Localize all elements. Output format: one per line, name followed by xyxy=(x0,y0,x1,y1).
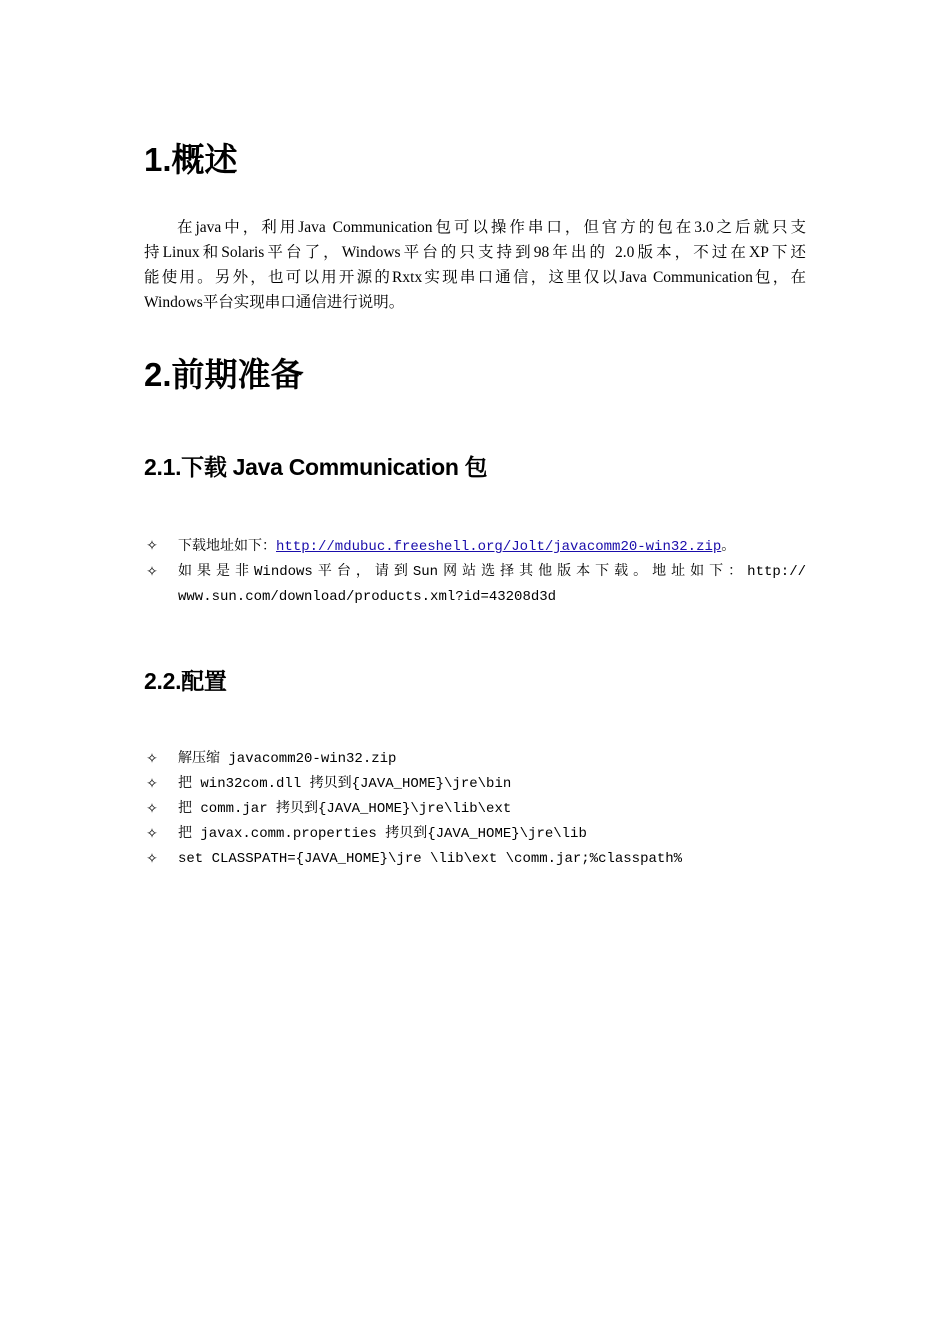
alt-download-line-1: 如果是非Windows平台，请到Sun网站选择其他版本下载。地址如下：http:// xyxy=(178,564,806,580)
bullet-star-icon: ✧ xyxy=(146,564,158,580)
paragraph-line: 能使用。另外，也可以用开源的Rxtx实现串口通信，这里仅以Java Communication包，在 xyxy=(144,269,806,286)
section-2-1-heading: 2.1.下载 Java Communication 包 xyxy=(144,454,488,480)
config-step: 把 comm.jar 拷贝到{JAVA_HOME}\jre\lib\ext xyxy=(178,801,512,817)
bullet-star-icon: ✧ xyxy=(146,826,158,842)
list-item xyxy=(144,534,806,560)
bullet-star-icon: ✧ xyxy=(146,751,158,767)
bullet-star-icon: ✧ xyxy=(146,538,158,554)
config-step: 把 javax.comm.properties 拷贝到{JAVA_HOME}\jre\lib xyxy=(178,826,587,842)
config-list xyxy=(144,747,806,872)
config-step: set CLASSPATH={JAVA_HOME}\jre \lib\ext \comm.jar;%classpath% xyxy=(178,851,683,867)
section-1-paragraph xyxy=(144,215,806,315)
download-list xyxy=(144,534,806,610)
paragraph-line: 持Linux和Solaris平台了，Windows平台的只支持到98年出的 2.0版本，不过在XP下还 xyxy=(144,244,806,261)
list-item xyxy=(144,797,806,822)
list-item xyxy=(144,822,806,847)
section-2-2-heading: 2.2.配置 xyxy=(144,668,227,694)
paragraph-line: 在java中，利用Java Communication包可以操作串口，但官方的包在3.0之后就只支 xyxy=(177,219,806,236)
list-item xyxy=(144,747,806,772)
download-suffix: 。 xyxy=(721,538,736,554)
list-item xyxy=(144,772,806,797)
paragraph-line: Windows平台实现串口通信进行说明。 xyxy=(144,294,405,311)
config-step: 把 win32com.dll 拷贝到{JAVA_HOME}\jre\bin xyxy=(178,776,512,792)
config-step: 解压缩 javacomm20-win32.zip xyxy=(178,751,397,767)
download-link[interactable]: http://mdubuc.freeshell.org/Jolt/javacomm20-win32.zip xyxy=(276,539,722,555)
download-label: 下载地址如下： xyxy=(178,538,276,554)
bullet-star-icon: ✧ xyxy=(146,801,158,817)
bullet-star-icon: ✧ xyxy=(146,776,158,792)
section-2-heading: 2.前期准备 xyxy=(144,356,304,393)
section-1-heading: 1.概述 xyxy=(144,141,238,178)
bullet-star-icon: ✧ xyxy=(146,851,158,867)
list-item xyxy=(144,847,806,872)
alt-download-line-2: www.sun.com/download/products.xml?id=43208d3d xyxy=(178,589,557,605)
list-item xyxy=(144,560,806,610)
